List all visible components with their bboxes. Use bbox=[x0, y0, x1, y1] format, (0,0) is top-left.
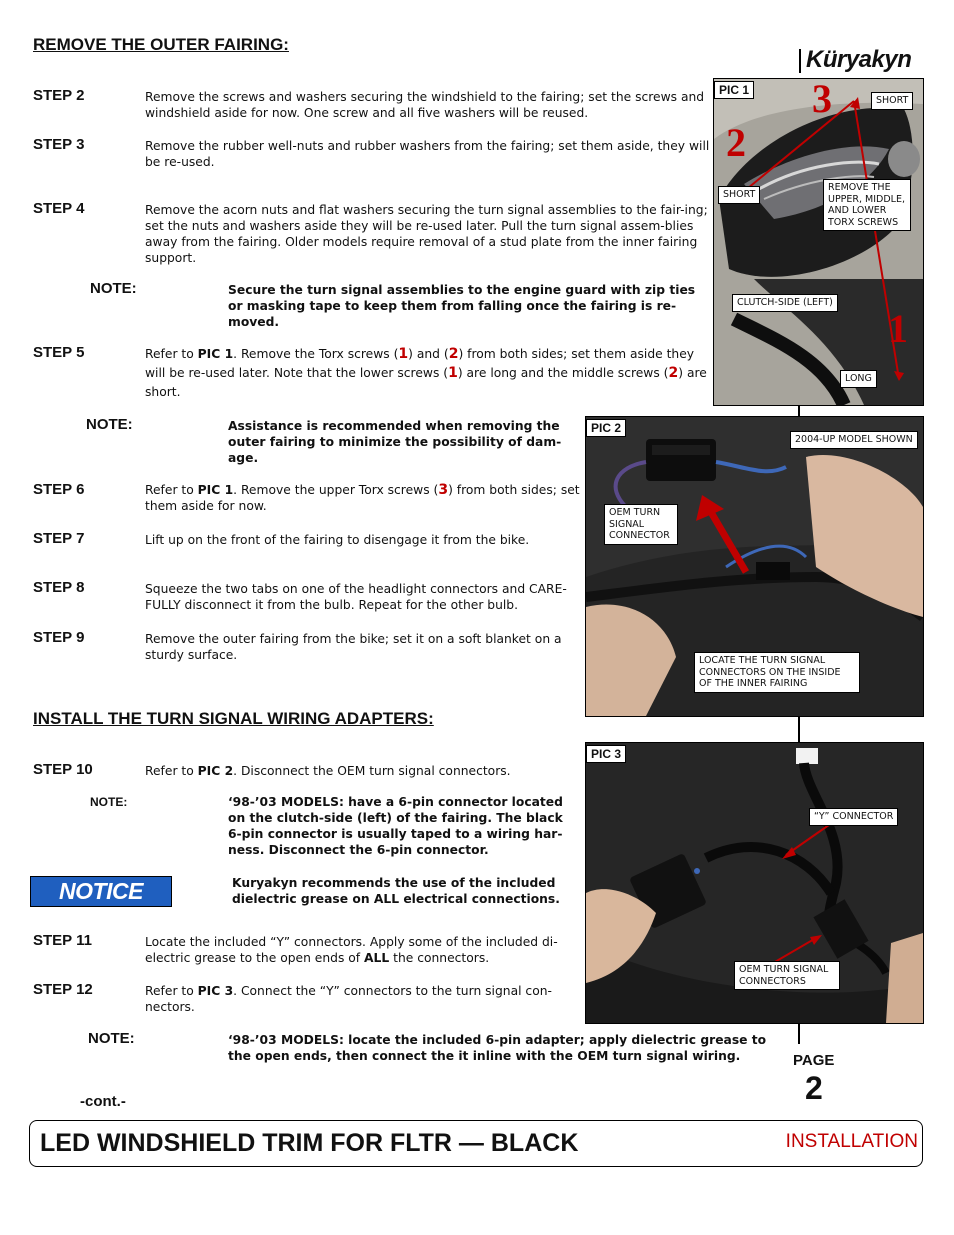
notice-badge-text: NOTICE bbox=[59, 878, 143, 904]
step-text: Lift up on the front of the fairing to disengage it from the bike. bbox=[145, 533, 530, 547]
pic1-callout-clutch: CLUTCH-SIDE (LEFT) bbox=[732, 294, 838, 312]
note-label: NOTE: bbox=[90, 280, 137, 297]
pic1-number-3: 3 bbox=[812, 78, 832, 121]
step-label: STEP 4 bbox=[33, 200, 85, 217]
pic1-callout-long: LONG bbox=[840, 370, 877, 388]
step-text: Squeeze the two tabs on one of the headlight connectors and CARE-FULLY disconnect it from the bulb. Repeat for the other bulb. bbox=[145, 582, 567, 612]
section-heading-remove-fairing: REMOVE THE OUTER FAIRING: bbox=[33, 35, 289, 54]
page-number: 2 bbox=[805, 1070, 823, 1106]
pic2-callout-locate: LOCATE THE TURN SIGNAL CONNECTORS ON THE INSIDE OF THE INNER FAIRING bbox=[694, 652, 860, 693]
pic3-callout-oem: OEM TURN SIGNAL CONNECTORS bbox=[734, 961, 840, 990]
divider-line bbox=[798, 716, 800, 742]
document-subtitle: INSTALLATION bbox=[785, 1131, 918, 1152]
pic1-callout-short-top: SHORT bbox=[871, 92, 913, 110]
pic3-callout-y: “Y” CONNECTOR bbox=[809, 808, 898, 826]
step-text: Refer to PIC 3. Connect the “Y” connectors to the turn signal con-nectors. bbox=[145, 984, 552, 1014]
notice-text: Kuryakyn recommends the use of the included dielectric grease on ALL electrical connections. bbox=[232, 876, 560, 906]
step-text: Remove the acorn nuts and flat washers securing the turn signal assemblies to the fair-ing; set the nuts and washers aside they will be re-used later. Pull the turn signal assem-blies away from the fairing. Older models require removal of a stud plate from the inner fairing support. bbox=[145, 203, 708, 265]
pic1-number-2: 2 bbox=[726, 120, 746, 165]
step-text: Refer to PIC 1. Remove the upper Torx screws (3) from both sides; set them aside for now. bbox=[145, 482, 580, 513]
step-label: STEP 2 bbox=[33, 87, 85, 104]
step-text: Remove the outer fairing from the bike; set it on a soft blanket on a sturdy surface. bbox=[145, 632, 562, 662]
note-text: ‘98-’03 MODELS: have a 6-pin connector located on the clutch-side (left) of the fairing. The black 6-pin connector is usually taped to a wiring har-ness. Disconnect the 6-pin connector. bbox=[228, 795, 563, 857]
pic2-callout-model: 2004-UP MODEL SHOWN bbox=[790, 431, 918, 449]
pic3-label: PIC 3 bbox=[586, 745, 626, 763]
note-label: NOTE: bbox=[90, 795, 128, 809]
note-text: Secure the turn signal assemblies to the engine guard with zip ties or masking tape to keep them from falling once the fairing is re-moved. bbox=[228, 283, 696, 329]
pic1-callout-remove: REMOVE THE UPPER, MIDDLE, AND LOWER TORX SCREWS bbox=[823, 179, 911, 231]
pic1-photo bbox=[713, 78, 924, 406]
section-heading-install-adapters: INSTALL THE TURN SIGNAL WIRING ADAPTERS: bbox=[33, 709, 434, 728]
document-title: LED WINDSHIELD TRIM FOR FLTR — BLACK bbox=[40, 1129, 579, 1157]
step-label: STEP 10 bbox=[33, 761, 93, 778]
step-text: Locate the included “Y” connectors. Apply some of the included di-electric grease to the open ends of ALL the connectors. bbox=[145, 935, 558, 965]
step-text: Remove the rubber well-nuts and rubber washers from the fairing; set them aside, they will be re-used. bbox=[145, 139, 710, 169]
pic1-callout-short-left: SHORT bbox=[718, 186, 760, 204]
pic2-label: PIC 2 bbox=[586, 419, 626, 437]
logo-divider bbox=[799, 49, 801, 73]
pic3-photo bbox=[585, 742, 924, 1024]
step-label: STEP 12 bbox=[33, 981, 93, 998]
divider-line bbox=[798, 1022, 800, 1044]
step-label: STEP 9 bbox=[33, 629, 85, 646]
pic1-number-1: 1 bbox=[888, 306, 908, 351]
step-label: STEP 8 bbox=[33, 579, 85, 596]
note-text: ‘98-’03 MODELS: locate the included 6-pin adapter; apply dielectric grease to the open ends, then connect the it inline with the OEM turn signal wiring. bbox=[228, 1033, 767, 1063]
continued-label: -cont.- bbox=[80, 1093, 126, 1110]
page-label: PAGE bbox=[793, 1052, 835, 1069]
step-label: STEP 11 bbox=[33, 932, 92, 949]
pic2-photo bbox=[585, 416, 924, 717]
step-text: Refer to PIC 1. Remove the Torx screws (1) and (2) from both sides; set them aside they will be re-used later. Note that the lower screws (1) are long and the middle screws (2) are short. bbox=[145, 346, 707, 399]
footer-bar bbox=[29, 1120, 923, 1167]
step-text: Refer to PIC 2. Disconnect the OEM turn signal connectors. bbox=[145, 764, 511, 778]
note-label: NOTE: bbox=[88, 1030, 135, 1047]
pic2-callout-oem: OEM TURN SIGNAL CONNECTOR bbox=[604, 504, 678, 545]
step-label: STEP 3 bbox=[33, 136, 85, 153]
step-text: Remove the screws and washers securing the windshield to the fairing; set the screws and windshield aside for now. One screw and all five washers will be reused. bbox=[145, 90, 705, 120]
step-label: STEP 7 bbox=[33, 530, 85, 547]
step-label: STEP 5 bbox=[33, 344, 85, 361]
pic1-label: PIC 1 bbox=[714, 81, 754, 99]
notice-badge bbox=[30, 876, 172, 907]
step-label: STEP 6 bbox=[33, 481, 85, 498]
note-label: NOTE: bbox=[86, 416, 133, 433]
note-text: Assistance is recommended when removing the outer fairing to minimize the possibility of dam-age. bbox=[228, 419, 562, 465]
kuryakyn-logo: Küryakyn bbox=[806, 46, 912, 73]
